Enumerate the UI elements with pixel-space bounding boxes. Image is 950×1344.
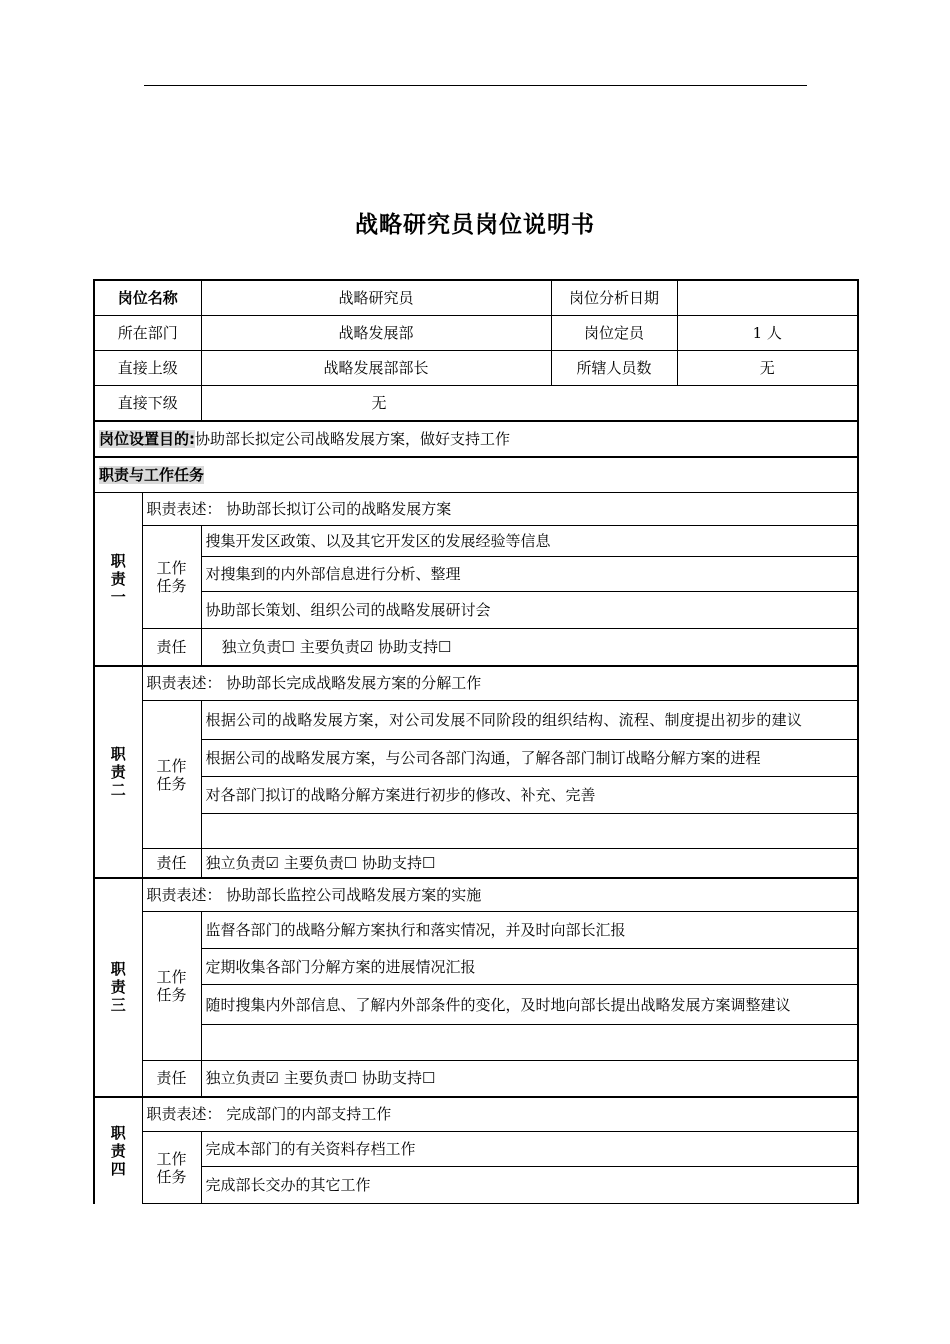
duty-4-statement: 职责表述： 完成部门的内部支持工作 (142, 1097, 858, 1132)
duty-1-statement-row (94, 493, 858, 526)
value-position-name: 战略研究员 (201, 280, 551, 316)
option-independent: 独立负责☑ (205, 853, 279, 872)
duty-2-task-row (94, 777, 858, 814)
value-analysis-date (677, 280, 858, 316)
duty-1-task-label (142, 526, 201, 629)
duty-2-task-2: 根据公司的战略发展方案，与公司各部门沟通，了解各部门制订战略分解方案的进程 (201, 740, 858, 777)
option-assist: 协助支持☐ (361, 1069, 436, 1088)
duty-2-task-label (142, 701, 201, 849)
duty-1-label-char: 责 (110, 569, 126, 588)
duty-2-task-3: 对各部门拟订的战略分解方案进行初步的修改、补充、完善 (201, 777, 858, 814)
value-managed-count: 无 (677, 351, 858, 386)
duty-4-task-row (94, 1167, 858, 1204)
label-department: 所在部门 (94, 316, 201, 351)
option-assist: 协助支持☐ (377, 637, 452, 656)
duty-1-label-char: 职 (110, 551, 126, 570)
duty-3-resp-row (94, 1061, 858, 1097)
duty-2-task-row (94, 814, 858, 849)
duty-3-task-row (94, 912, 858, 949)
row-superior (94, 351, 858, 386)
duty-1-statement: 职责表述： 协助部长拟订公司的战略发展方案 (142, 493, 858, 526)
duty-1-label-char: 一 (110, 587, 126, 606)
duty-4-label-char: 职 (110, 1123, 126, 1142)
duties-heading: 职责与工作任务 (99, 466, 205, 484)
duty-2-resp-row (94, 849, 858, 878)
duty-3-label-char: 三 (110, 996, 126, 1014)
duty-3-resp-options (201, 1061, 858, 1097)
duty-4-label-char: 责 (110, 1141, 126, 1160)
option-assist: 协助支持☐ (361, 853, 436, 872)
row-position-name (94, 280, 858, 316)
duty-4-task-2: 完成部长交办的其它工作 (201, 1167, 858, 1204)
label-analysis-date: 岗位分析日期 (551, 280, 677, 316)
option-independent: 独立负责☑ (205, 1069, 279, 1088)
duty-1-task-row (94, 592, 858, 629)
task-label-line: 工作 (156, 968, 187, 986)
duty-2-label-char: 二 (110, 780, 126, 799)
duty-1-task-row (94, 526, 858, 557)
duty-1-resp-label: 责任 (142, 629, 201, 666)
label-superior: 直接上级 (94, 351, 201, 386)
duty-1-task-row (94, 557, 858, 592)
duty-4-task-row (94, 1132, 858, 1167)
duty-3-task-3: 随时搜集内外部信息、了解内外部条件的变化，及时地向部长提出战略发展方案调整建议 (201, 985, 858, 1025)
duty-2-resp-options (201, 849, 858, 878)
row-subordinate (94, 386, 858, 422)
duties-heading-cell (94, 457, 858, 493)
value-subordinate: 无 (201, 386, 858, 422)
label-subordinate: 直接下级 (94, 386, 201, 422)
job-description-table (93, 279, 859, 1204)
purpose-text: 协助部长拟定公司战略发展方案，做好支持工作 (195, 430, 511, 448)
duty-1-resp-row (94, 629, 858, 666)
duty-4-label-char: 四 (110, 1159, 126, 1178)
option-primary: 主要负责☐ (283, 1069, 358, 1088)
duty-2-statement-row (94, 666, 858, 701)
duty-4-label (94, 1097, 142, 1204)
duty-1-resp-options (201, 629, 858, 666)
option-primary: 主要负责☑ (299, 637, 374, 656)
duty-2-task-row (94, 740, 858, 777)
duty-3-label (94, 878, 142, 1097)
header-rule (144, 85, 807, 86)
task-label-line: 任务 (156, 577, 187, 595)
purpose-label: 岗位设置目的: (99, 430, 195, 448)
duty-3-task-row (94, 949, 858, 985)
label-managed-count: 所辖人员数 (551, 351, 677, 386)
duty-3-task-label (142, 912, 201, 1061)
duty-1-task-1: 搜集开发区政策、以及其它开发区的发展经验等信息 (201, 526, 858, 557)
duty-2-statement: 职责表述： 协助部长完成战略发展方案的分解工作 (142, 666, 858, 701)
duty-3-label-char: 职 (110, 960, 126, 978)
label-headcount: 岗位定员 (551, 316, 677, 351)
duty-3-task-row (94, 1025, 858, 1061)
duty-3-task-row (94, 985, 858, 1025)
duty-2-task-4 (201, 814, 858, 849)
duty-3-task-4 (201, 1025, 858, 1061)
task-label-line: 工作 (156, 756, 187, 775)
row-department (94, 316, 858, 351)
row-purpose (94, 421, 858, 457)
document-title: 战略研究员岗位说明书 (355, 212, 595, 238)
value-superior: 战略发展部部长 (201, 351, 551, 386)
duty-4-statement-row (94, 1097, 858, 1132)
duty-3-task-2: 定期收集各部门分解方案的进展情况汇报 (201, 949, 858, 985)
duty-1-task-2: 对搜集到的内外部信息进行分析、整理 (201, 557, 858, 592)
value-department: 战略发展部 (201, 316, 551, 351)
duty-3-task-1: 监督各部门的战略分解方案执行和落实情况，并及时向部长汇报 (201, 912, 858, 949)
option-primary: 主要负责☐ (283, 853, 358, 872)
task-label-line: 任务 (156, 986, 187, 1004)
duty-3-statement-row (94, 878, 858, 912)
duty-2-label-char: 职 (110, 744, 126, 763)
label-position-name: 岗位名称 (94, 280, 201, 316)
duty-1-task-3: 协助部长策划、组织公司的战略发展研讨会 (201, 592, 858, 629)
duty-3-statement: 职责表述： 协助部长监控公司战略发展方案的实施 (142, 878, 858, 912)
duty-2-label-char: 责 (110, 762, 126, 781)
duty-2-label (94, 666, 142, 878)
purpose-cell (94, 421, 858, 457)
duty-2-task-1: 根据公司的战略发展方案，对公司发展不同阶段的组织结构、流程、制度提出初步的建议 (201, 701, 858, 740)
row-duties-heading (94, 457, 858, 493)
duty-2-resp-label: 责任 (142, 849, 201, 878)
value-headcount: 1 人 (677, 316, 858, 351)
duty-3-resp-label: 责任 (142, 1061, 201, 1097)
option-independent: 独立负责☐ (221, 637, 295, 656)
duty-2-task-row (94, 701, 858, 740)
task-label-line: 任务 (156, 774, 187, 793)
duty-1-label (94, 493, 142, 666)
duty-4-task-label (142, 1132, 201, 1204)
task-label-line: 工作 (156, 559, 187, 577)
duty-3-label-char: 责 (110, 978, 126, 996)
task-label-line: 工作 (156, 1149, 187, 1168)
duty-4-task-1: 完成本部门的有关资料存档工作 (201, 1132, 858, 1167)
task-label-line: 任务 (156, 1167, 187, 1186)
